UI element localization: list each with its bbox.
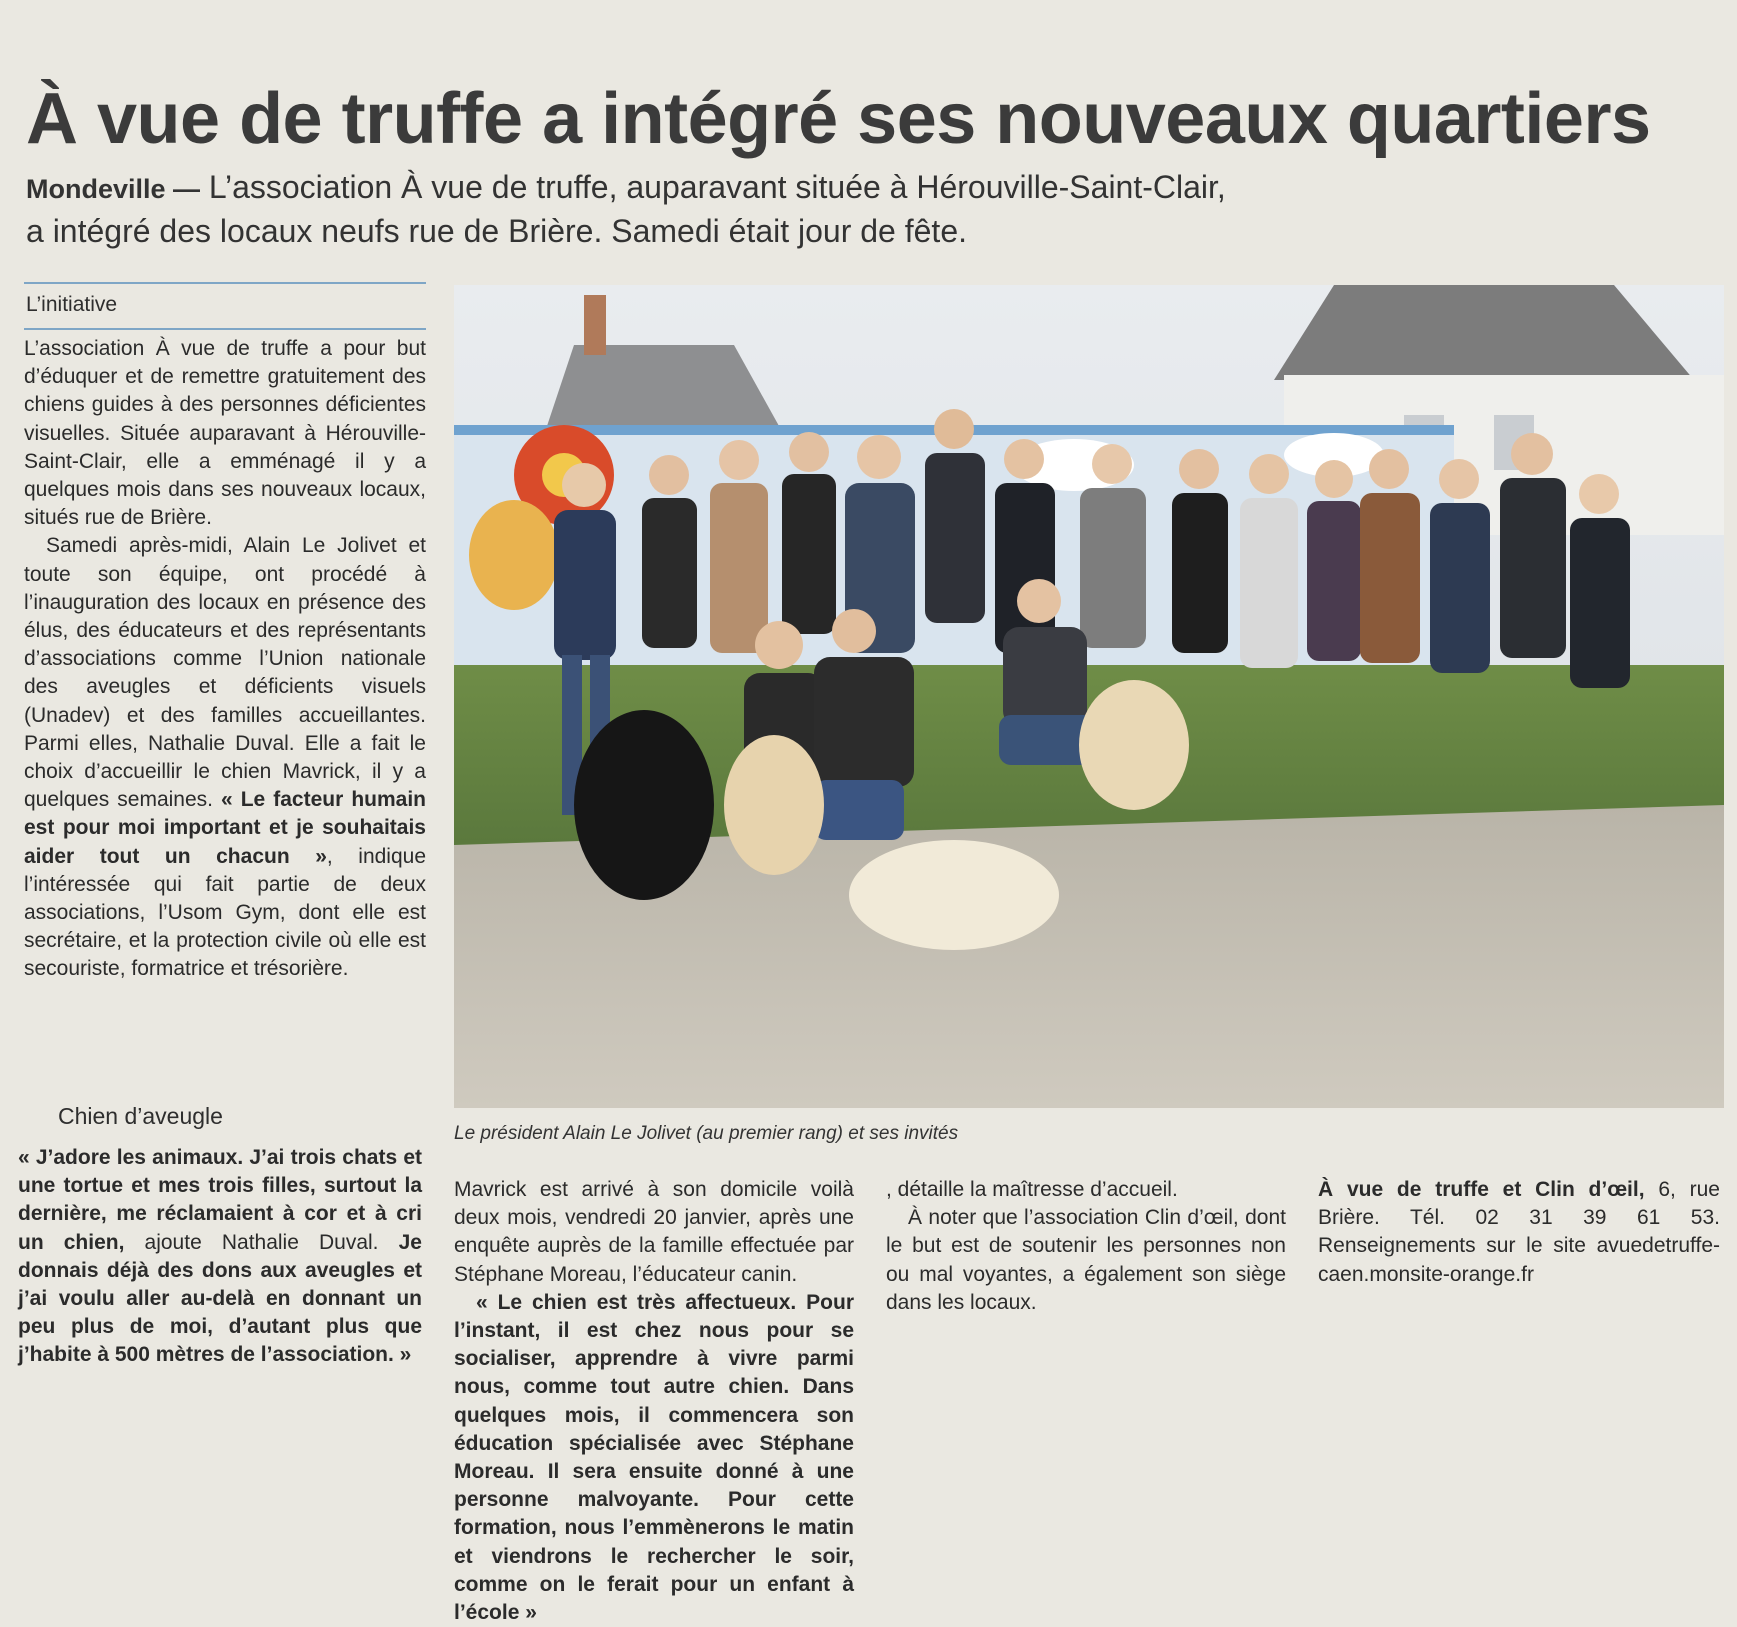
rubric-bar [24, 282, 426, 330]
info-box: À vue de truffe et Clin d’œil, 6, rue Brière. Tél. 02 31 39 61 53. Renseignements sur le site avuedetruffe-caen.monsite-orange.fr [1318, 1178, 1720, 1286]
golden-dog [1079, 680, 1189, 810]
column-2 [454, 1176, 854, 1627]
yellow-dog-sitting [724, 735, 824, 875]
rubric-label: L’initiative [26, 293, 118, 316]
lead [26, 166, 1356, 252]
dateline: Mondeville — [26, 174, 201, 204]
subheading: Chien d’aveugle [58, 1103, 223, 1129]
paragraph-2: Samedi après-midi, Alain Le Jolivet et toute son équipe, ont procédé à l’inauguration des locaux en présence des élus, des éducateurs et des représentants d’associations comme l’Union nationale des aveugles et déficients visuels (Unadev) et des familles accueillantes. Parmi elles, Nathalie Duval. Elle a fait le choix d’accueillir le chien Mavrick, il y a quelques semaines. « Le facteur humain est pour moi important et je souhaitais aider tout un chacun », indique l’intéressée qui fait partie de deux associations, l’Usom Gym, dont elle est secrétaire, et la protection civile où elle est secouriste, formatrice et trésorière. [24, 534, 426, 981]
headline: À vue de truffe a intégré ses nouveaux quartiers [26, 79, 1651, 159]
paragraph-1: L’association À vue de truffe a pour but d’éduquer et de remettre gratuitement des chiens guides à des personnes déficientes visuelles. Située auparavant à Hérouville-Saint-Clair, elle a emménagé il y a quelques mois dans ses nouveaux locaux, situés rue de Brière. [24, 337, 426, 530]
column-4 [1318, 1176, 1720, 1289]
group-photo [454, 285, 1724, 1108]
photo-caption: Le président Alain Le Jolivet (au premier rang) et ses invités [454, 1123, 959, 1144]
lead-line-2: a intégré des locaux neufs rue de Brière. Samedi était jour de fête. [26, 213, 967, 249]
lead-line-1: L’association À vue de truffe, auparavant située à Hérouville-Saint-Clair, [200, 169, 1226, 205]
paragraph-3-part-2: Mavrick est arrivé à son domicile voilà deux mois, vendredi 20 janvier, après une enquête auprès de la famille effectuée par Stéphane Moreau, l’éducateur canin. [454, 1178, 854, 1286]
paragraph-5: À noter que l’association Clin d’œil, dont le but est de soutenir les personnes non ou mal voyantes, a également son siège dans les locaux. [886, 1206, 1286, 1314]
column-3 [886, 1176, 1286, 1317]
paragraph-4-part-1: « Le chien est très affectueux. Pour l’instant, il est chez nous pour se socialiser, apprendre à vivre parmi nous, comme tout autre chien. Dans quelques mois, il commencera son éducation spécialisée avec Stéphane Moreau. Il sera ensuite donné à une personne malvoyante. Pour cette formation, nous l’emmènerons le matin et viendrons le rechercher le soir, comme on le ferait pour un enfant à l’école » [454, 1290, 854, 1625]
black-dog [574, 710, 714, 900]
column-1-bottom [18, 1144, 422, 1370]
white-dog-lying [849, 840, 1059, 950]
column-1 [24, 335, 426, 984]
paragraph-3-part-1: « J’adore les animaux. J’ai trois chats et une tortue et mes trois filles, surtout la dernière, me réclamaient à cor et à cri un chien, ajoute Nathalie Duval. Je donnais déjà des dons aux aveugles et j’ai voulu aller au-delà en donnant un peu plus de moi, d’autant plus que j’habite à 500 mètres de l’association. » [18, 1146, 422, 1367]
group-photo-image [454, 285, 1724, 1108]
paragraph-4-part-2: , détaille la maîtresse d’accueil. [886, 1178, 1178, 1201]
